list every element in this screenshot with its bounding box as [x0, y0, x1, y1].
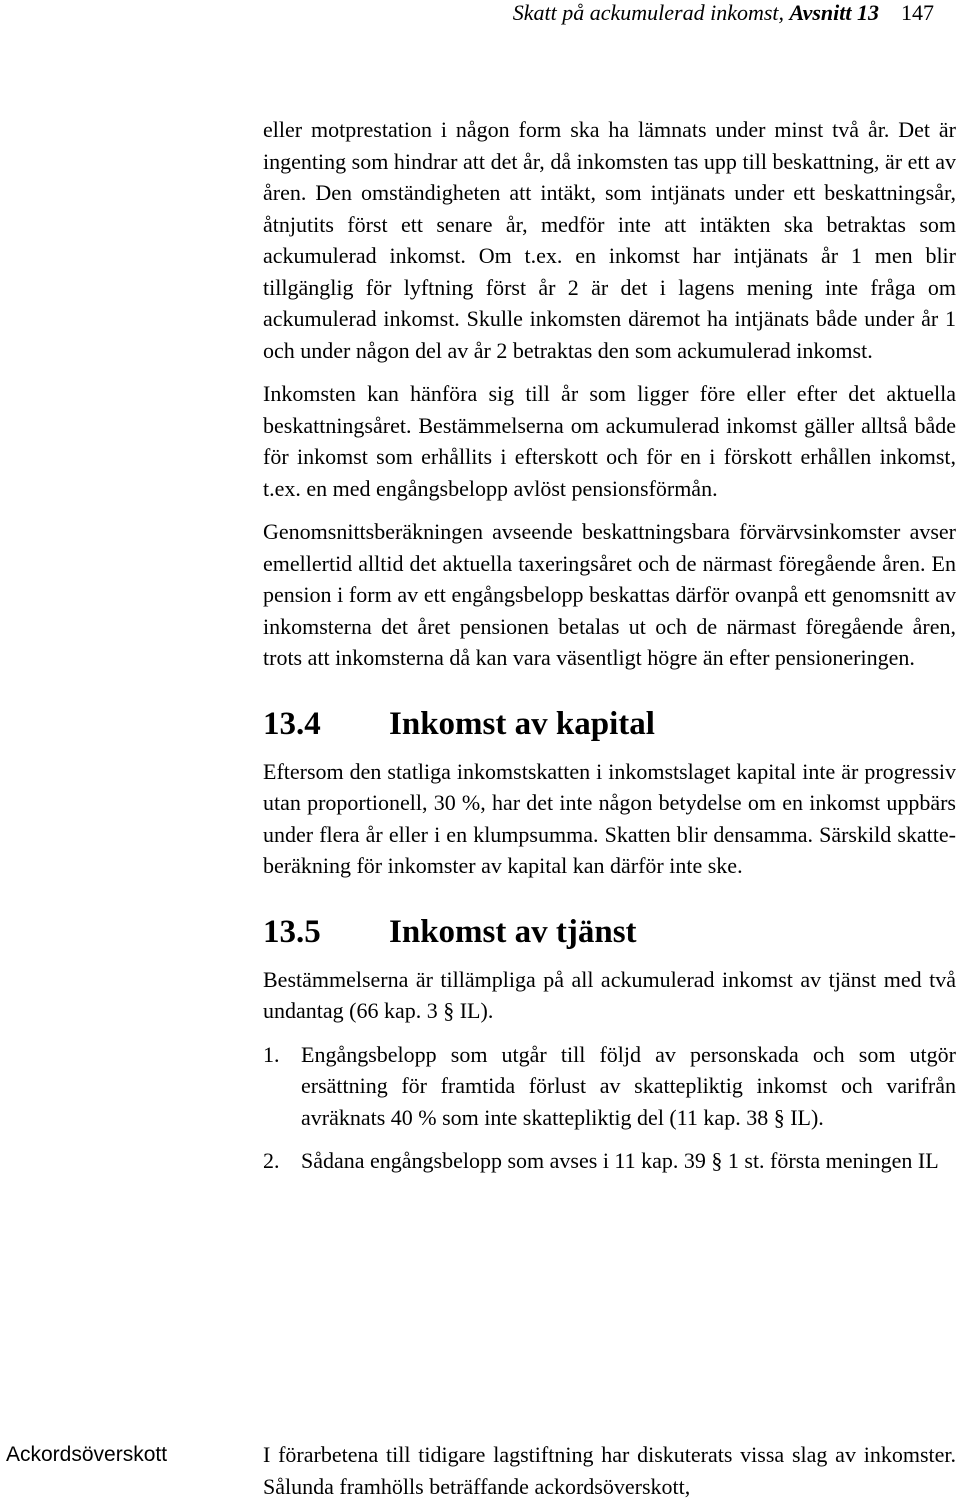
paragraph-ackord: I förarbetena till tidigare lagstiftning har diskuterats vissa slag av inkomster. Sålunda framhölls beträffande ackordsöverskott,: [263, 1442, 956, 1499]
section-heading-13-5: [263, 912, 956, 952]
page-number: 147: [901, 0, 934, 25]
section-13-5-intro: Bestämmelserna är tillämpliga på all ackumulerad inkomst av tjänst med två undantag (66 kap. 3 § IL).: [263, 966, 956, 1023]
section-number: 13.4: [263, 705, 321, 742]
list-item-number: 1.: [263, 1041, 280, 1067]
section-title: Inkomst av tjänst: [389, 913, 637, 950]
paragraph-1: eller motprestation i någon form ska ha lämnats under minst två år. Det är ingenting som hindrar att det år, då inkomsten tas upp till beskattning, är ett av åren. Den omständigheten att intäkt, som intjänats under ett beskattningsår, åtnjutits först ett senare år, medför inte att intäkten ska betraktas som ackumulerad inkomst. Om t.ex. en inkomst har intjänats år 1 men blir tillgänglig för lyftning först år 2 är det i lagens mening inte fråga om ackumulerad inkomst. Skulle inkomsten däremot ha intjänats både under år 1 och under någon del av år 2 betraktas den som ackumulerad inkomst.: [263, 117, 956, 363]
list-item: [263, 1145, 956, 1177]
paragraph-2: Inkomsten kan hänföra sig till år som ligger före eller efter det aktuella beskattningsåret. Bestämmelserna om ackumulerad inkomst gäller alltså både för inkomst som erhållits i efterskott och för en i förskott erhållen inkomst, t.ex. en med engångsbelopp avlöst pensionsförmån.: [263, 381, 956, 501]
section-title: Inkomst av kapital: [389, 705, 655, 742]
section-heading-13-4: [263, 704, 956, 744]
exception-list: [263, 1039, 956, 1177]
main-column: [263, 114, 956, 1189]
running-title: Skatt på ackumulerad inkomst,: [512, 0, 790, 25]
list-item-number: 2.: [263, 1148, 280, 1173]
section-label: Avsnitt 13: [789, 0, 879, 25]
section-13-4-text: Eftersom den statliga inkomstskatten i inkomstslaget kapital inte är progressiv utan proportionell, 30 %, har det inte någon betydelse om en inkomst uppbärs under flera år eller i en klumpsumma. Skatten blir densamma. Särskild skatteberäkning för inkomster av kapital kan därför inte ske.: [263, 758, 956, 878]
running-header: [513, 0, 934, 26]
section-number: 13.5: [263, 913, 321, 950]
margin-heading: Ackordsöverskott: [6, 1443, 168, 1466]
list-item: [263, 1039, 956, 1134]
list-item-text: Engångsbelopp som utgår till följd av personskada och som utgör ersättning för framtida förlust av skattepliktig inkomst och varifrån avräknats 40 % som inte skattepliktig del (11 kap. 38 § IL).: [301, 1041, 956, 1130]
list-item-text: Sådana engångsbelopp som avses i 11 kap. 39 § 1 st. första meningen IL: [301, 1148, 939, 1173]
paragraph-3: Genomsnittsberäkningen avseende beskattningsbara förvärvsinkomster avser emellertid alltid det aktuella taxeringsåret och de närmast föregående åren. En pension i form av ett engångsbelopp beskattas därför ovanpå ett genomsnitt av inkomsterna det året pensionen betalas ut och de närmast föregående åren, trots att inkomsterna då kan vara väsentligt högre än efter pensioneringen.: [263, 519, 956, 670]
